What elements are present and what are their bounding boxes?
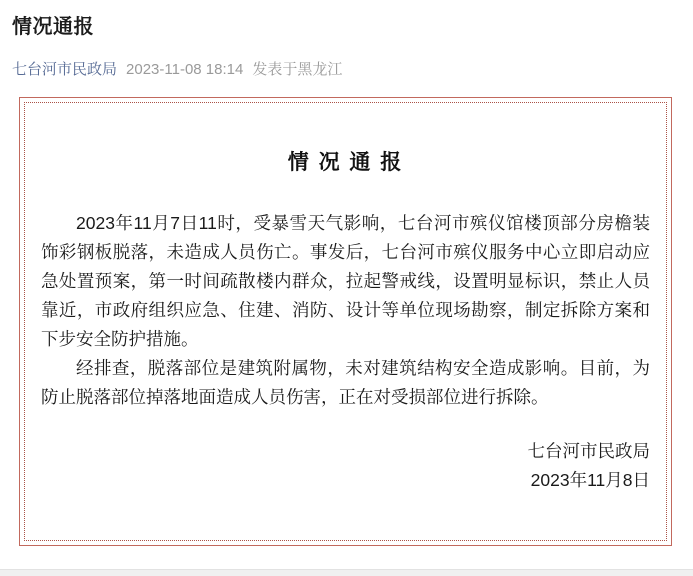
notice-paragraph-1: 2023年11月7日11时，受暴雪天气影响，七台河市殡仪馆楼顶部分房檐装饰彩钢板脱落，未造成人员伤亡。事发后，七台河市殡仪服务中心立即启动应急处置预案，第一时间疏散楼内群众，拉起警戒线，设置明显标识，禁止人员靠近，市政府组织应急、住建、消防、设计等单位现场勘察，制定拆除方案和下步安全防护措施。 — [41, 213, 650, 349]
signature-date: 2023年11月8日 — [530, 470, 650, 490]
page-bottom-edge — [0, 569, 693, 576]
signature-name: 七台河市民政局 — [527, 441, 650, 461]
notice-body — [41, 209, 650, 412]
notice-inner-box — [24, 102, 667, 541]
publish-location: 发表于黑龙江 — [252, 61, 343, 78]
notice-border-box — [19, 97, 672, 546]
account-name-link[interactable]: 七台河市民政局 — [12, 61, 118, 78]
signature-block — [41, 437, 650, 495]
page-title: 情况通报 — [12, 16, 94, 38]
notice-paragraph-2: 经排查，脱落部位是建筑附属物，未对建筑结构安全造成影响。目前，为防止脱落部位掉落地面造成人员伤害，正在对受损部位进行拆除。 — [41, 358, 650, 407]
publish-time: 2023-11-08 18:14 — [126, 61, 244, 78]
article-header — [0, 0, 693, 79]
article-meta — [12, 60, 681, 79]
notice-title: 情 况 通 报 — [287, 151, 404, 174]
